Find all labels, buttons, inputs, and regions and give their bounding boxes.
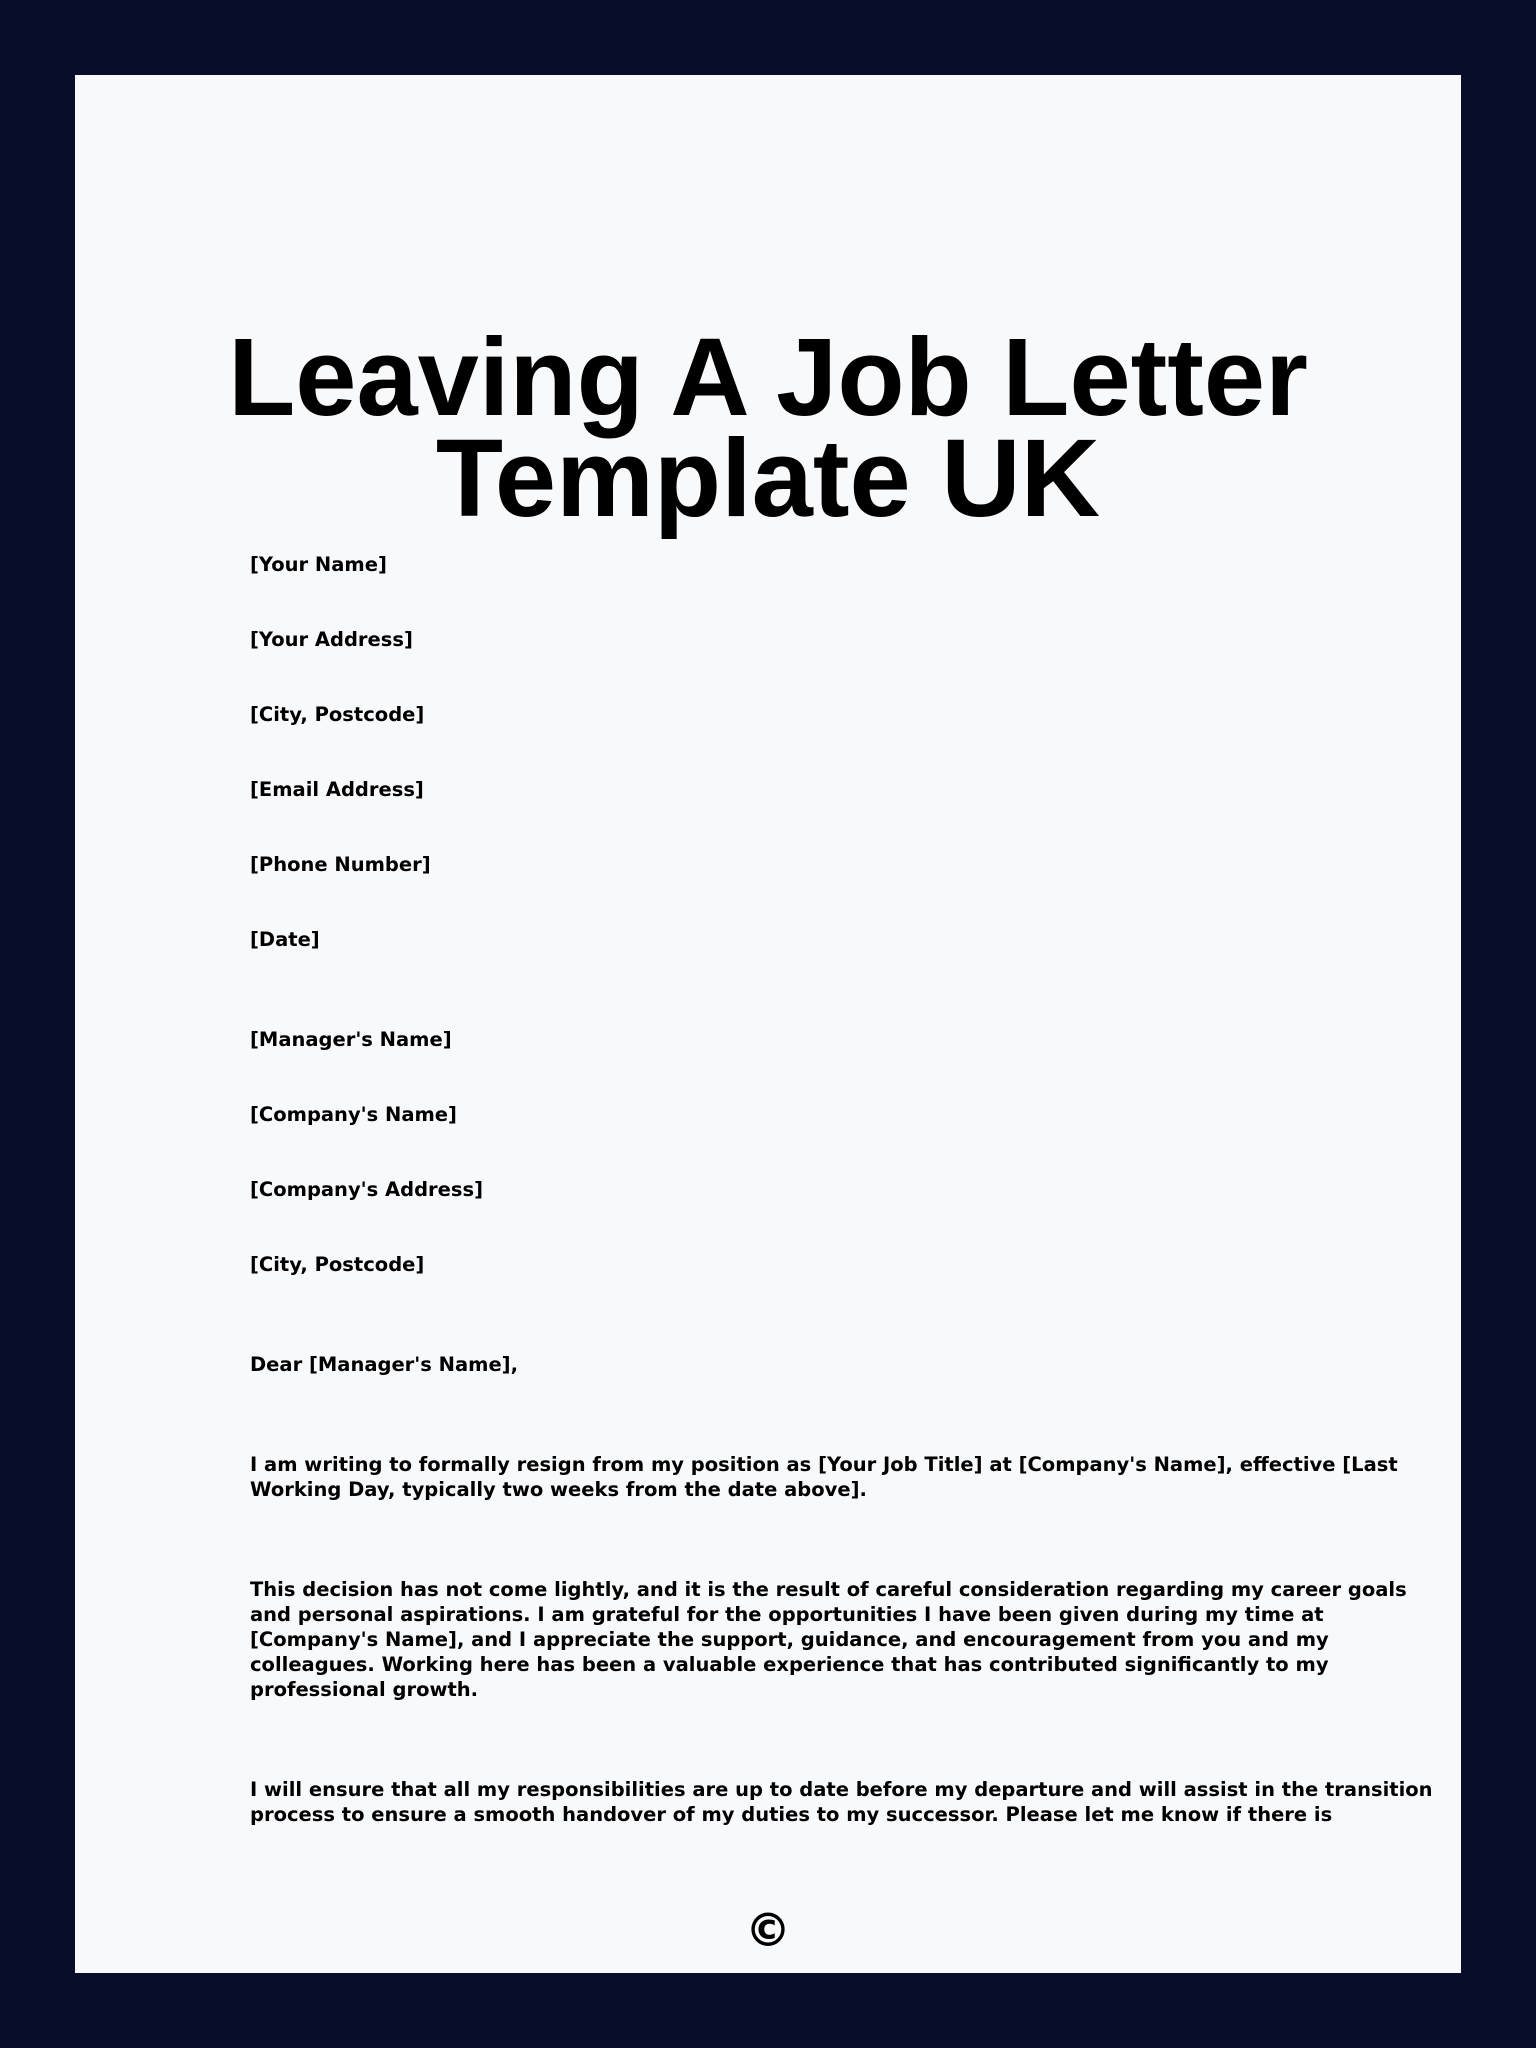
sender-city-postcode: [City, Postcode] — [250, 703, 425, 726]
paragraph-line: This decision has not come lightly, and it is the result of careful consideration regarding my career goals — [250, 1578, 1407, 1601]
recipient-company-name: [Company's Name] — [250, 1103, 457, 1126]
paragraph-resignation — [250, 1452, 1398, 1502]
paragraph-line: Working Day, typically two weeks from the date above]. — [250, 1478, 867, 1501]
recipient-manager-name: [Manager's Name] — [250, 1028, 452, 1051]
paragraph-line: I am writing to formally resign from my position as [Your Job Title] at [Company's Name], effective [Last — [250, 1453, 1398, 1476]
paragraph-line: I will ensure that all my responsibilities are up to date before my departure and will assist in the transition — [250, 1778, 1433, 1801]
sender-address: [Your Address] — [250, 628, 413, 651]
paragraph-line: and personal aspirations. I am grateful for the opportunities I have been given during my time at — [250, 1603, 1324, 1626]
paragraph-handover — [250, 1777, 1433, 1827]
paragraph-gratitude — [250, 1577, 1407, 1702]
recipient-company-address: [Company's Address] — [250, 1178, 483, 1201]
letter-date: [Date] — [250, 928, 320, 951]
paragraph-line: [Company's Name], and I appreciate the support, guidance, and encouragement from you and my — [250, 1628, 1329, 1651]
title-line-2: Template UK — [435, 417, 1101, 540]
paragraph-line: process to ensure a smooth handover of my duties to my successor. Please let me know if there is — [250, 1803, 1333, 1826]
paragraph-line: professional growth. — [250, 1678, 479, 1701]
sender-email: [Email Address] — [250, 778, 424, 801]
title-line-1: Leaving A Job Letter — [228, 316, 1308, 439]
paragraph-line: colleagues. Working here has been a valuable experience that has contributed significantly to my — [250, 1653, 1329, 1676]
sender-phone: [Phone Number] — [250, 853, 431, 876]
recipient-city-postcode: [City, Postcode] — [250, 1253, 425, 1276]
salutation: Dear [Manager's Name], — [250, 1353, 519, 1376]
copyright-icon: © — [745, 1903, 791, 1957]
page-title — [75, 316, 1461, 540]
document-page — [75, 75, 1461, 1973]
sender-name: [Your Name] — [250, 553, 387, 576]
